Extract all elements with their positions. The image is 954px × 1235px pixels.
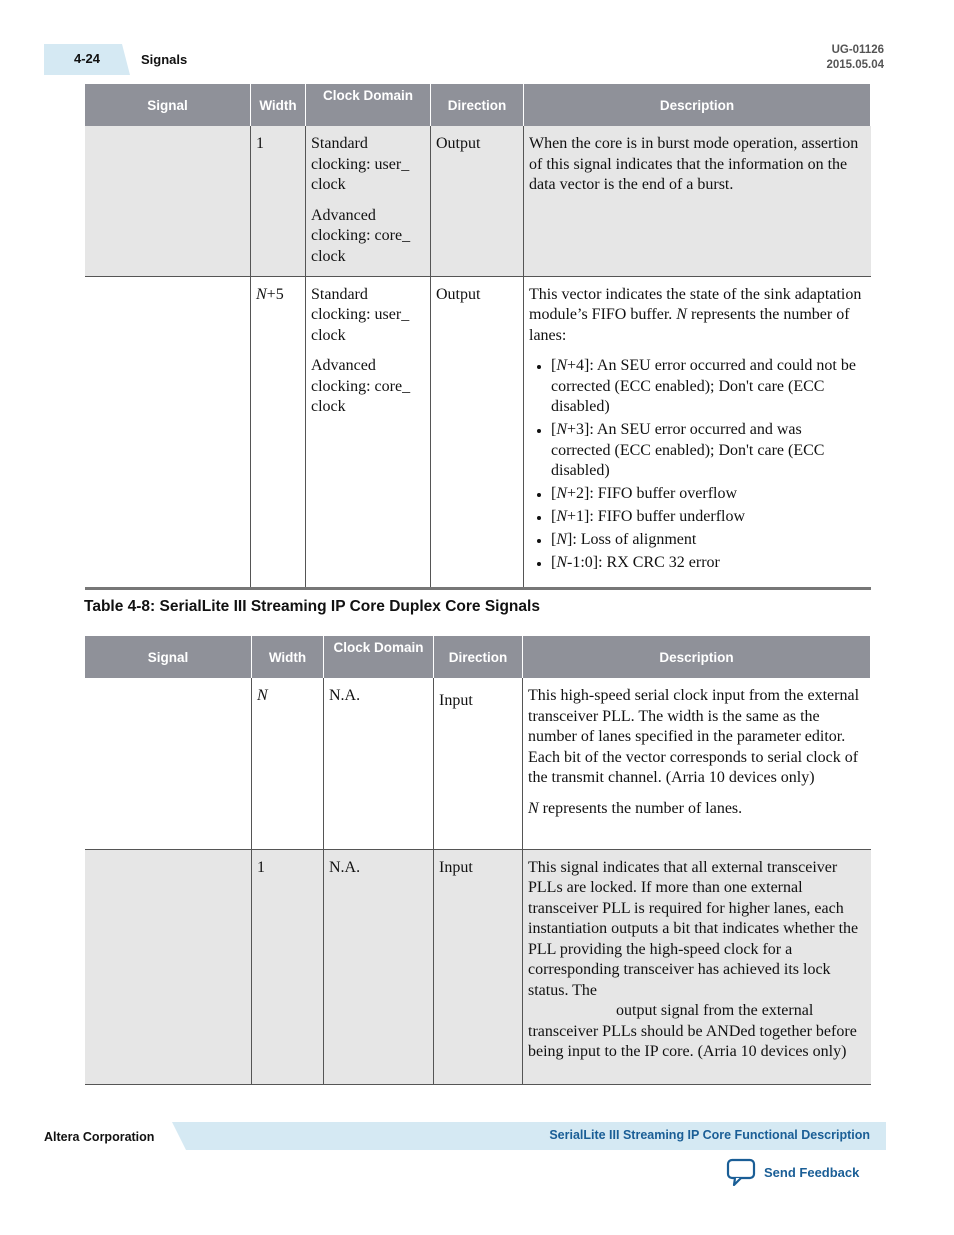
col-header-direction: Direction xyxy=(431,84,524,126)
clock-advanced: Advanced clocking: core_ clock xyxy=(311,206,411,265)
width-cell xyxy=(252,678,324,849)
footer-doc-title[interactable]: SerialLite III Streaming IP Core Functional Description xyxy=(549,1128,870,1142)
description-text: When the core is in burst mode operation, assertion of this signal indicates that the information on the data vector is the end of a burst. xyxy=(529,135,859,193)
list-item: • [N+1]: FIFO buffer underflow xyxy=(551,507,865,528)
send-feedback-link[interactable] xyxy=(726,1158,859,1186)
list-item: • [N-1:0]: RX CRC 32 error xyxy=(551,553,865,574)
clock-domain-cell: N.A. xyxy=(324,849,434,1084)
list-item: • [N+4]: An SEU error occurred and could not be corrected (ECC enabled); Don't care (ECC disabled) xyxy=(551,356,865,418)
direction-cell: Output xyxy=(431,126,524,276)
col-header-clock-domain: Clock Domain xyxy=(324,636,434,678)
signal-cell xyxy=(85,678,252,849)
table-row xyxy=(85,126,871,276)
clock-domain-cell xyxy=(306,276,431,588)
width-cell xyxy=(251,276,306,588)
document-date: 2015.05.04 xyxy=(826,59,884,71)
table-header-row xyxy=(85,84,871,126)
list-item: • [N+3]: An SEU error occurred and was corrected (ECC enabled); Don't care (ECC disabled) xyxy=(551,420,865,482)
duplex-core-signals-table xyxy=(84,636,871,1085)
description-note xyxy=(528,799,865,820)
description-part: represents the number of lanes. xyxy=(538,799,743,817)
table-header-row xyxy=(85,636,871,678)
description-text xyxy=(528,858,865,1063)
list-item: • [N]: Loss of alignment xyxy=(551,530,865,551)
table-row xyxy=(85,678,871,849)
clock-domain-cell: N.A. xyxy=(324,678,434,849)
document-id xyxy=(826,43,884,73)
col-header-description: Description xyxy=(524,84,871,126)
direction-cell xyxy=(434,678,523,849)
description-cell xyxy=(524,276,871,588)
section-title: Signals xyxy=(141,52,188,67)
description-part: output signal from the external transceiver PLLs should be ANDed together before being input to the IP core. (Arria 10 devices only) xyxy=(528,1002,857,1060)
page-number: 4-24 xyxy=(74,51,101,66)
col-header-clock-domain: Clock Domain xyxy=(306,84,431,126)
col-header-width: Width xyxy=(252,636,324,678)
width-cell: 1 xyxy=(252,849,324,1084)
clock-standard: Standard clocking: user_ clock xyxy=(311,285,410,344)
bit-list xyxy=(529,356,865,574)
table-row xyxy=(85,276,871,588)
send-feedback-label[interactable]: Send Feedback xyxy=(764,1164,860,1180)
table-caption: Table 4-8: SerialLite III Streaming IP Core Duplex Core Signals xyxy=(84,598,540,615)
col-header-signal: Signal xyxy=(85,84,251,126)
signals-table-continued xyxy=(84,84,871,590)
width-variable: N xyxy=(256,285,267,303)
description-text: This high-speed serial clock input from the external transceiver PLL. The width is the same as the number of lanes specified in the parameter editor. Each bit of the vector corresponds to serial clock of the transmit channel. (Arria 10 devices only) xyxy=(528,687,860,786)
col-header-description: Description xyxy=(523,636,871,678)
signal-cell xyxy=(85,849,252,1084)
col-header-signal: Signal xyxy=(85,636,252,678)
col-header-width: Width xyxy=(251,84,306,126)
table-row xyxy=(85,849,871,1084)
list-item: • [N+2]: FIFO buffer overflow xyxy=(551,484,865,505)
description-variable: N xyxy=(528,799,539,817)
description-variable: N xyxy=(676,306,687,323)
description-cell xyxy=(524,126,871,276)
clock-advanced: Advanced clocking: core_ clock xyxy=(311,357,411,415)
signal-cell xyxy=(85,276,251,588)
direction-cell: Input xyxy=(434,849,523,1084)
document-number: UG-01126 xyxy=(831,44,884,56)
description-cell xyxy=(523,849,871,1084)
description-part: This signal indicates that all external transceiver PLLs are locked. If more than one external transceiver PLL is required for higher lanes, each instantiation outputs a bit that indicates whether the PLL providing the high-speed clock for a corresponding transceiver has achieved its lock status. The xyxy=(528,858,859,999)
speech-bubble-icon xyxy=(726,1158,756,1186)
clock-domain-cell xyxy=(306,126,431,276)
description-text xyxy=(529,285,865,347)
signal-cell xyxy=(85,126,251,276)
description-cell xyxy=(523,678,871,849)
direction-text: Input xyxy=(439,692,473,709)
clock-standard: Standard clocking: user_ clock xyxy=(311,135,410,193)
direction-cell: Output xyxy=(431,276,524,588)
width-variable: N xyxy=(257,687,268,704)
footer-company: Altera Corporation xyxy=(44,1130,155,1144)
col-header-direction: Direction xyxy=(434,636,523,678)
width-suffix: +5 xyxy=(266,285,284,303)
description-part: represents the number of lanes: xyxy=(529,306,850,344)
width-cell: 1 xyxy=(251,126,306,276)
description-part: This vector indicates the state of the sink adaptation module’s FIFO buffer. xyxy=(529,285,862,323)
